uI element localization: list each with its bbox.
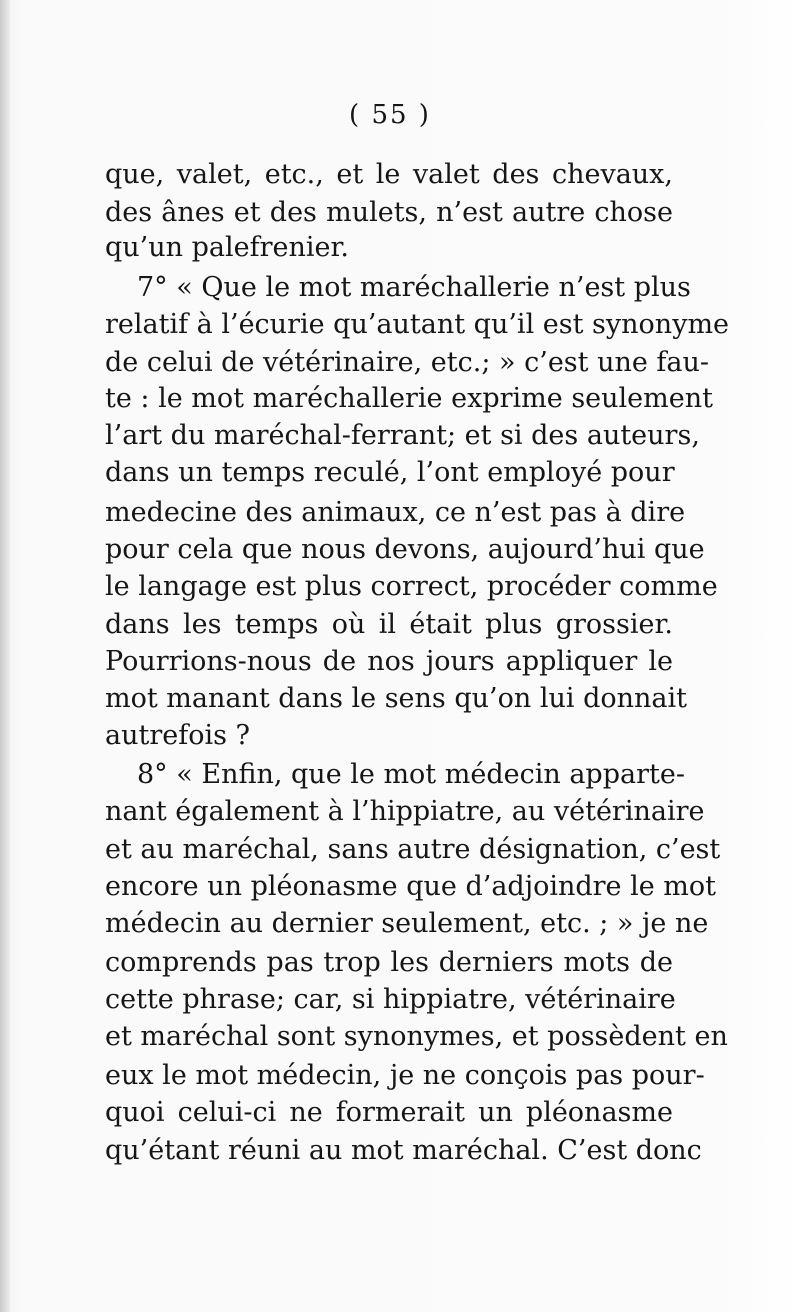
text-line-25: eux le mot médecin, je ne conçois pas pour-: [105, 1060, 705, 1091]
text-line-13: dans les temps où il était plus grossier.: [105, 609, 673, 640]
text-line-26: quoi celui-ci ne formerait un pléonasme: [105, 1097, 673, 1128]
text-line-2: des ânes et des mulets, n’est autre chose: [105, 197, 673, 228]
text-line-19: et au maréchal, sans autre désignation, c’est: [105, 834, 721, 865]
text-line-7: te : le mot maréchallerie exprime seulement: [105, 383, 713, 414]
page-number: ( 55 ): [349, 100, 431, 130]
text-line-4: 7° « Que le mot maréchallerie n’est plus: [137, 272, 691, 303]
text-line-6: de celui de vétérinaire, etc.; » c’est une fau-: [105, 347, 710, 378]
text-line-12: le langage est plus correct, procéder comme: [105, 571, 718, 602]
text-line-18: nant également à l’hippiatre, au vétérinaire: [105, 796, 705, 827]
text-line-24: et maréchal sont synonymes, et possèdent en: [105, 1021, 728, 1052]
text-line-14: Pourrions-nous de nos jours appliquer le: [105, 646, 673, 677]
text-line-11: pour cela que nous devons, aujourd’hui que: [105, 534, 705, 565]
text-line-27: qu’étant réuni au mot maréchal. C’est donc: [105, 1135, 702, 1166]
text-line-17: 8° « Enfin, que le mot médecin apparte-: [137, 759, 685, 790]
text-line-16: autrefois ?: [105, 720, 251, 751]
text-line-8: l’art du maréchal-ferrant; et si des auteurs,: [105, 420, 700, 451]
text-line-3: qu’un palefrenier.: [105, 232, 350, 263]
text-line-5: relatif à l’écurie qu’autant qu’il est synonyme: [105, 309, 730, 340]
text-line-1: que, valet, etc., et le valet des chevaux,: [105, 159, 673, 190]
text-line-22: comprends pas trop les derniers mots de: [105, 947, 673, 978]
text-line-21: médecin au dernier seulement, etc. ; » je ne: [105, 908, 709, 939]
text-line-23: cette phrase; car, si hippiatre, vétérinaire: [105, 984, 676, 1015]
text-line-9: dans un temps reculé, l’ont employé pour: [105, 457, 675, 488]
text-line-15: mot manant dans le sens qu’on lui donnait: [105, 683, 687, 714]
text-line-20: encore un pléonasme que d’adjoindre le mot: [105, 871, 717, 902]
text-line-10: medecine des animaux, ce n’est pas à dire: [105, 497, 686, 528]
